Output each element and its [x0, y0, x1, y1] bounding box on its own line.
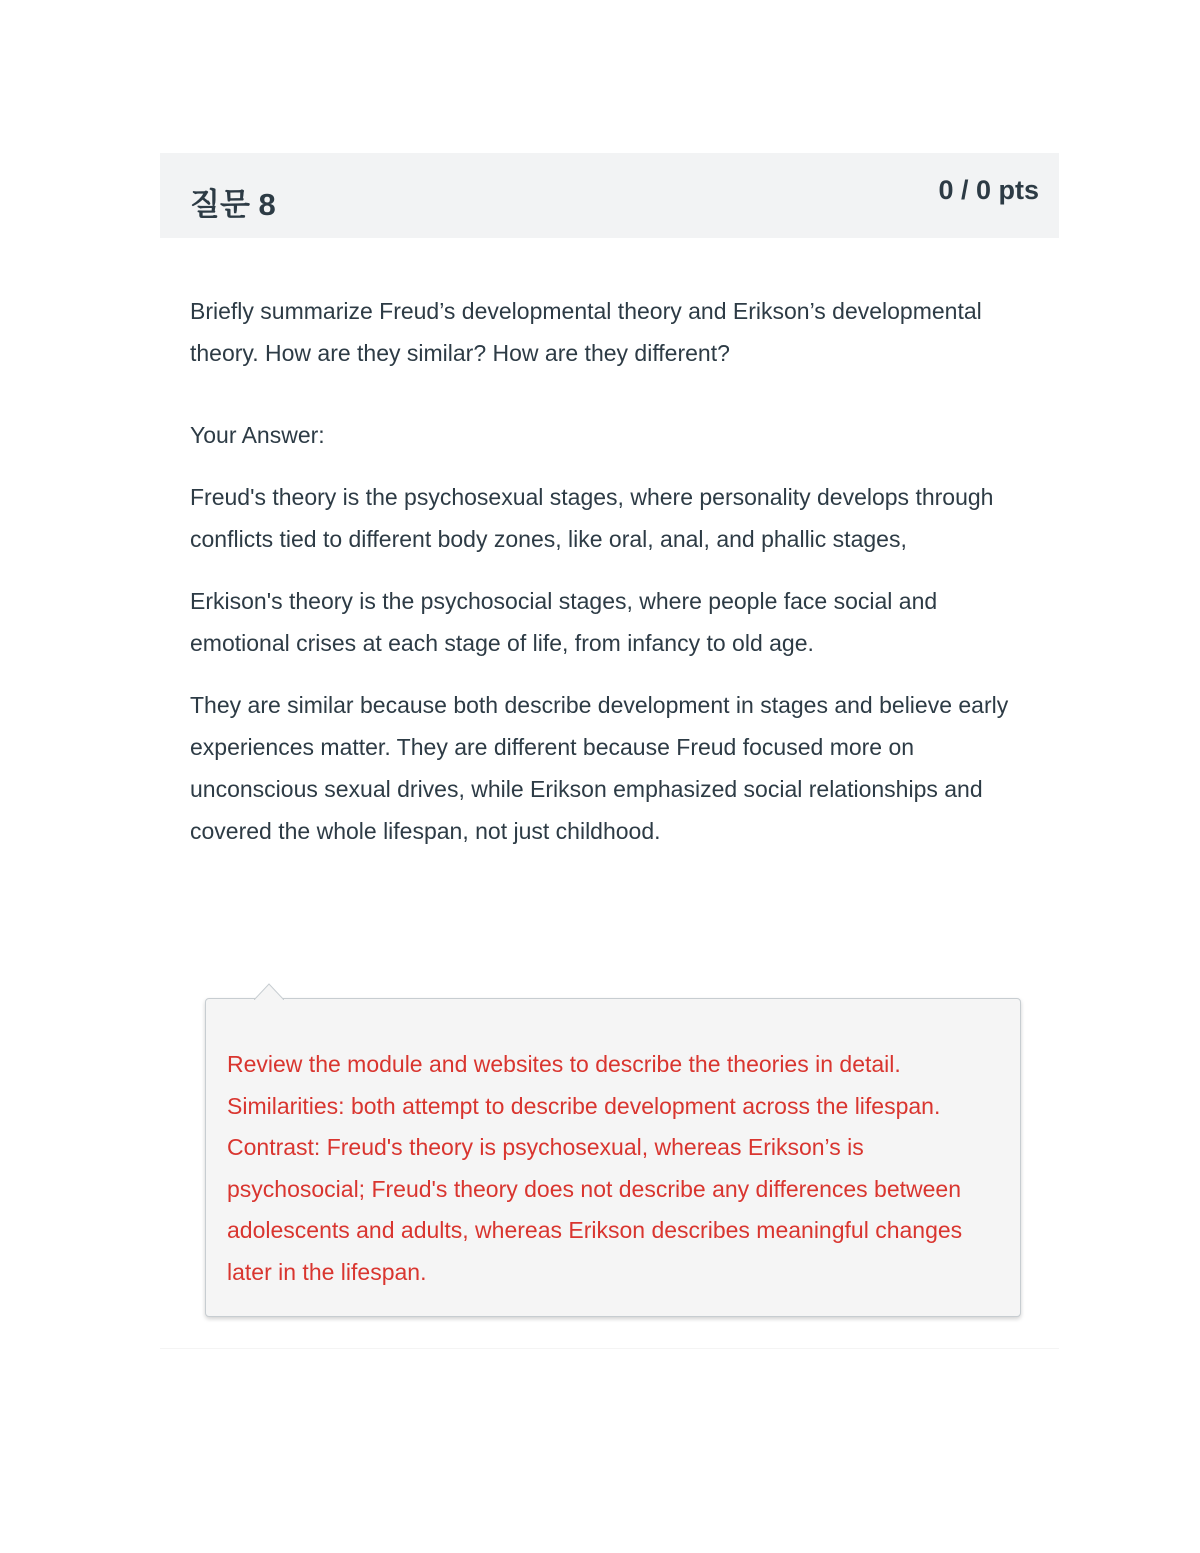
question-text: Briefly summarize Freud’s developmental theory and Erikson’s developmental theory. How are they similar? How are they different? [190, 298, 982, 366]
answer-paragraph: Freud's theory is the psychosexual stages, where personality develops through conflicts tied to different body zones, like oral, anal, and phallic stages, [190, 484, 994, 552]
your-answer-label: Your Answer: [190, 422, 325, 448]
question-name: 질문 8 [190, 187, 276, 222]
feedback-text: Review the module and websites to describe the theories in detail. Similarities: both attempt to describe development across the lifespan. Contrast: Freud's theory is psychosexual, whereas Erikson’s is psychosocial; Freud's theory does not describe any differences between adolescents and adults, whereas Erikson describes meaningful changes later in the lifespan. [227, 1051, 963, 1285]
question-points: 0 / 0 pts [938, 175, 1039, 205]
answer-paragraph: They are similar because both describe development in stages and believe early experiences matter. They are different because Freud focused more on unconscious sexual drives, while Erikson emphasized social relationships and covered the whole lifespan, not just childhood. [190, 692, 1009, 844]
divider [160, 1348, 1059, 1349]
question-header [160, 153, 1059, 238]
feedback-comment-box [205, 998, 1021, 1317]
answer-body [190, 476, 1040, 872]
answer-paragraph: Erkison's theory is the psychosocial stages, where people face social and emotional crises at each stage of life, from infancy to old age. [190, 588, 938, 656]
